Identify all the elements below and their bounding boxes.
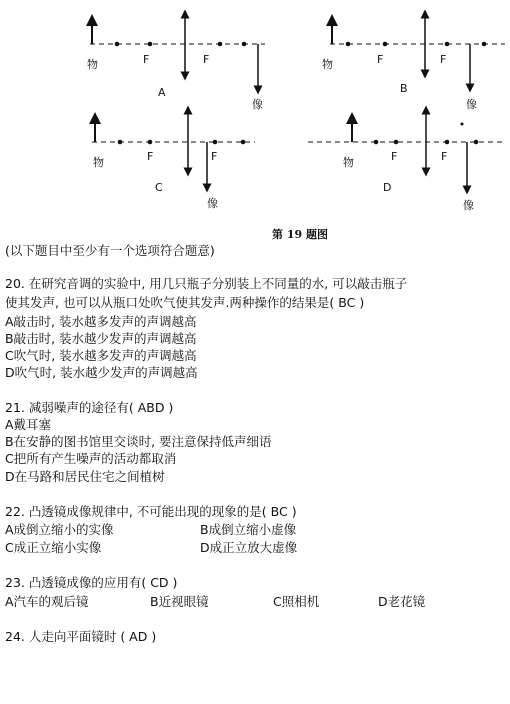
q20-option-c: C吹气时, 装水越多发声的声调越高	[5, 348, 197, 363]
lens-diagrams	[0, 0, 510, 250]
q21-option-d: D在马路和居民住宅之间植树	[5, 469, 165, 484]
panel-letter-b: B	[400, 82, 408, 95]
q21-option-b: B在安静的图书馆里交谈时, 要注意保持低声细语	[5, 434, 272, 449]
object-label-d: 物	[343, 156, 354, 169]
panel-letter-c: C	[155, 181, 163, 194]
panel-letter-d: D	[383, 181, 392, 194]
q20-stem-line2: 使其发声, 也可以从瓶口处吹气使其发声.两种操作的结果是( BC )	[5, 295, 365, 310]
focal-label-c-left: F	[147, 150, 154, 163]
object-label-b: 物	[322, 58, 333, 71]
object-label-a: 物	[87, 58, 98, 71]
q22-option-a: A成倒立缩小的实像	[5, 522, 114, 537]
q20-option-a: A敲击时, 装水越多发声的声调越高	[5, 314, 197, 329]
q21-stem: 21. 减弱噪声的途径有( ABD )	[5, 400, 174, 415]
q20-stem-line1: 20. 在研究音调的实验中, 用几只瓶子分别装上不同量的水, 可以敲击瓶子	[5, 276, 408, 291]
image-label-a: 像	[252, 98, 263, 111]
focal-label-a-left: F	[143, 53, 150, 66]
q23-stem: 23. 凸透镜成像的应用有( CD )	[5, 575, 178, 590]
q22-stem: 22. 凸透镜成像规律中, 不可能出现的现象的是( BC )	[5, 504, 297, 519]
image-label-b: 像	[466, 98, 477, 111]
q21-option-c: C把所有产生噪声的活动都取消	[5, 451, 177, 466]
optics-figure	[0, 0, 510, 250]
panel-a	[90, 14, 265, 90]
panel-letter-a: A	[158, 86, 166, 99]
figure-caption: 第 19 题图	[272, 228, 328, 241]
q20-option-d: D吹气时, 装水越少发声的声调越高	[5, 365, 198, 380]
instruction-text: (以下题目中至少有一个选项符合题意)	[5, 243, 215, 258]
q23-option-a: A汽车的观后镜	[5, 594, 89, 609]
image-label-c: 像	[207, 197, 218, 210]
q22-option-b: B成倒立缩小虚像	[200, 522, 297, 537]
focal-label-b-right: F	[440, 53, 447, 66]
image-label-d: 像	[463, 199, 474, 212]
panel-b	[330, 14, 505, 126]
focal-label-b-left: F	[377, 53, 384, 66]
focal-label-d-left: F	[391, 150, 398, 163]
q22-option-d: D成正立放大虚像	[200, 540, 298, 555]
q22-option-c: C成正立缩小实像	[5, 540, 102, 555]
q21-option-a: A戴耳塞	[5, 417, 52, 432]
panel-c	[92, 110, 255, 188]
focal-label-d-right: F	[441, 150, 448, 163]
q23-option-c: C照相机	[273, 594, 320, 609]
q24-stem: 24. 人走向平面镜时 ( AD )	[5, 629, 157, 644]
q23-option-b: B近视眼镜	[150, 594, 209, 609]
focal-label-a-right: F	[203, 53, 210, 66]
q23-option-d: D老花镜	[378, 594, 426, 609]
focal-label-c-right: F	[211, 150, 218, 163]
panel-d	[308, 110, 505, 190]
object-label-c: 物	[93, 156, 104, 169]
q20-option-b: B敲击时, 装水越少发声的声调越高	[5, 331, 197, 346]
